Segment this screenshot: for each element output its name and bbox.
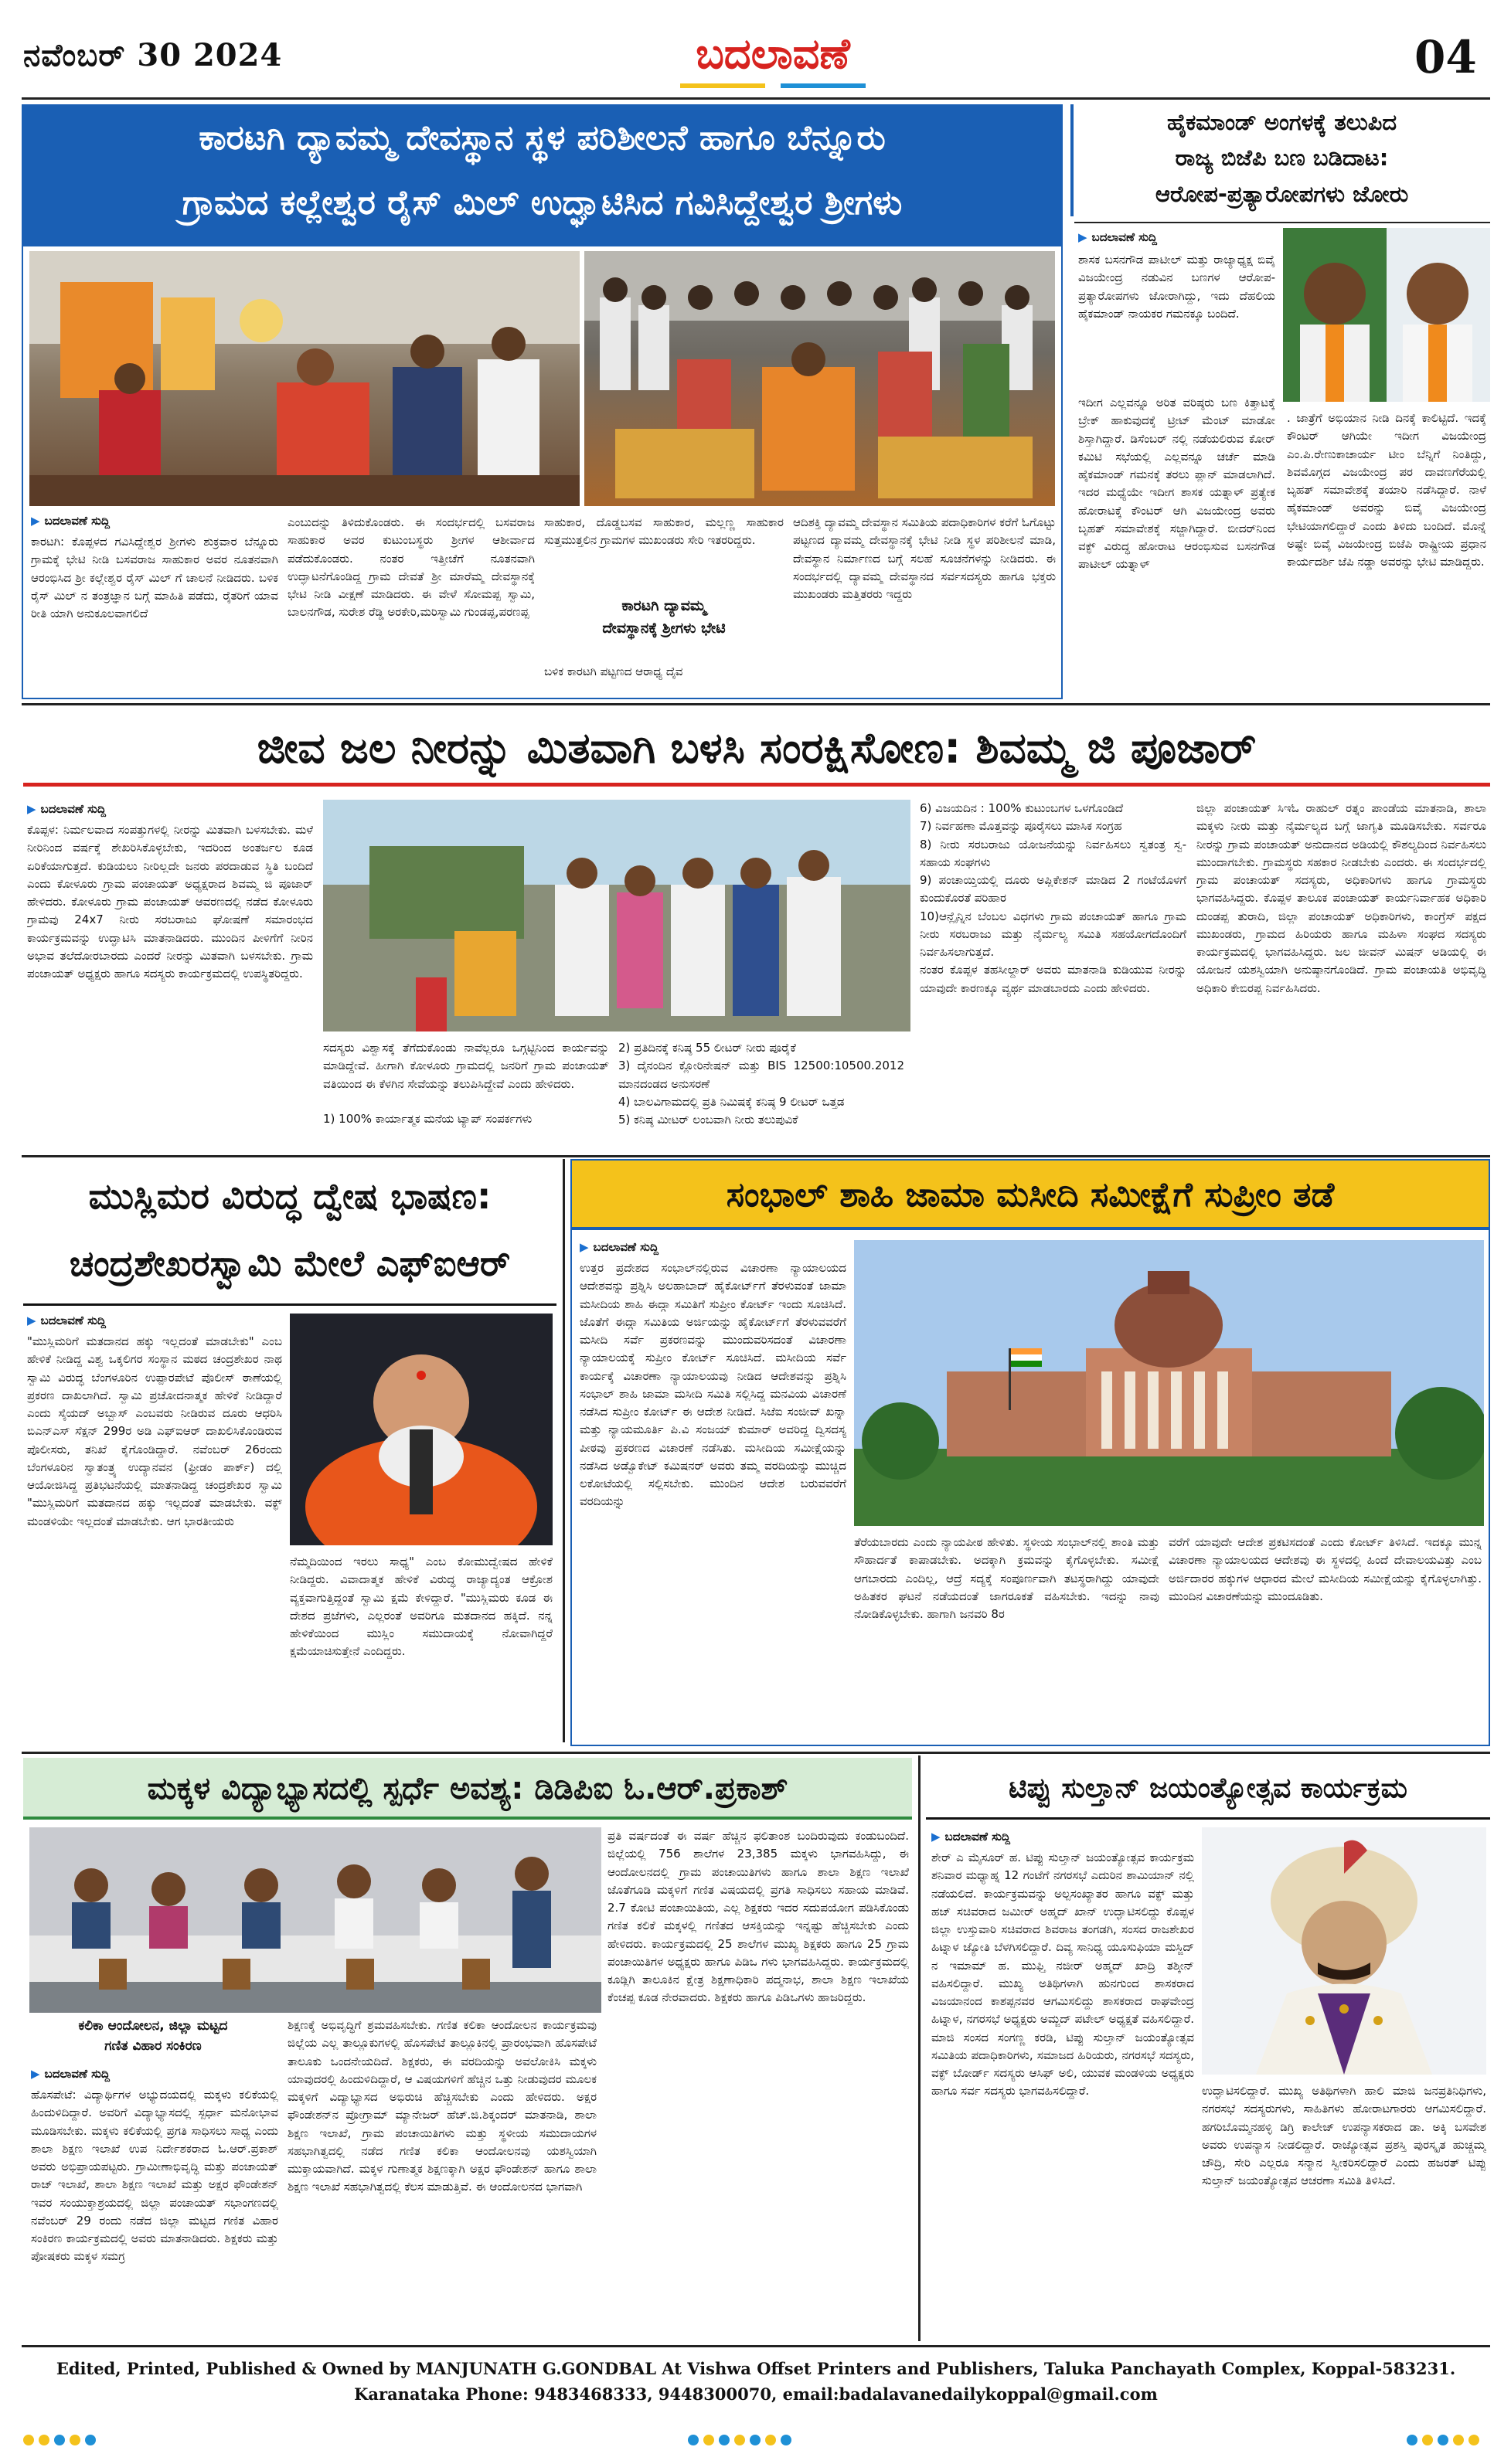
top-story-subhead-line2: ದೇವಸ್ಥಾನಕ್ಕೆ ಶ್ರೀಗಳು ಭೇಟಿ <box>602 619 726 637</box>
hate-story-headline-line2: ಚಂದ್ರಶೇಖರಸ್ವಾಮಿ ಮೇಲೆ ಎಫ್‌ಐಆರ್ <box>69 1242 511 1285</box>
photo-chandrashekhar-swamy-art <box>290 1314 553 1545</box>
top-story-headline-line1: ಕಾರಟಗಿ ದ್ಯಾವಮ್ಮ ದೇವಸ್ಥಾನ ಸ್ಥಳ ಪರಿಶೀಲನೆ ಹಾಗೂ ಬೆನ್ನೂರು <box>199 118 886 158</box>
water-list-item: 8) ನೀರು ಸರಬರಾಜು ಯೋಜನೆಯನ್ನು ನಿರ್ವಹಿಸಲು ಸ್ವತಂತ್ರ ಸ್ವ-ಸಹಾಯ ಸಂಘಗಳು <box>920 837 1186 869</box>
ddpi-story-col1: ಹೊಸಪೇಟೆ: ವಿದ್ಯಾರ್ಥಿಗಳ ಅಭ್ಯುದಯದಲ್ಲಿ ಮಕ್ಕಳು ಕಲಿಕೆಯಲ್ಲಿ ಹಿಂದುಳಿದಿದ್ದಾರೆ. ಅವರಿಗೆ ವಿದ್ಯಾಭ್ಯಾಸದಲ್ಲಿ ಸ್ಪರ್ಧಾ ಮನೋಭಾವ ಮೂಡಿಸಬೇಕು. ಮಕ್ಕಳು ಕಲಿಕೆಯಲ್ಲಿ ಪ್ರಗತಿ ಸಾಧಿಸಲು ಸಾಧ್ಯ ಎಂದು ಶಾಲಾ ಶಿಕ್ಷಣ ಇಲಾಖೆ ಉಪ ನಿರ್ದೇಶಕರಾದ ಓ.ಆರ್.ಪ್ರಕಾಶ್ ಅವರು ಅಭಿಪ್ರಾಯಪಟ್ಟರು. ಗ್ರಾಮೀಣಾಭಿವೃದ್ಧಿ ಮತ್ತು ಪಂಚಾಯತ್ ರಾಜ್ ಇಲಾಖೆ, ಶಾಲಾ ಶಿಕ್ಷಣ ಇಲಾಖೆ ಮತ್ತು ಅಕ್ಷರ ಫೌಂಡೇಶನ್ ಇವರ ಸಂಯುಕ್ತಾಶ್ರಯದಲ್ಲಿ ಜಿಲ್ಲಾ ಪಂಚಾಯತ್ ಸಭಾಂಗಣದಲ್ಲಿ ನವೆಂಬರ್ 29 ರಂದು ನಡೆದ ಜಿಲ್ಲಾ ಮಟ್ಟದ ಗಣಿತ ವಿಹಾರ ಸಂಕಿರಣ ಕಾರ್ಯಕ್ರಮದಲ್ಲಿ ಅವರು ಮಾತನಾಡಿದರು. ಶಿಕ್ಷಕರು ಮತ್ತು ಪೋಷಕರು ಮಕ್ಕಳ ಸಮಗ್ರ <box>31 2088 278 2264</box>
masthead-rule-right <box>781 83 866 88</box>
footer-imprint-line1: Edited, Printed, Published & Owned by MANJUNATH G.GONDBAL At Vishwa Offset Printers and Publishers, Taluka Panchayath Complex, Koppal-583231. <box>56 2359 1456 2378</box>
ddpi-caption-line2: ಗಣಿತ ವಿಹಾರ ಸಂಕಿರಣ <box>104 2037 202 2054</box>
side-story-col1-top: ಶಾಸಕ ಬಸನಗೌಡ ಪಾಟೀಲ್ ಮತ್ತು ರಾಜ್ಯಾಧ್ಯಕ್ಷ ಬಿವೈ ವಿಜಯೇಂದ್ರ ನಡುವಿನ ಬಣಗಳ ಆರೋಪ-ಪ್ರತ್ಯಾರೋಪಗಳು ಜೋರಾಗಿದ್ದು, ಇದು ದೆಹಲಿಯ ಹೈಕಮಾಂಡ್ ನಾಯಕರ ಗಮನಕ್ಕೂ ಬಂದಿದೆ. <box>1078 253 1275 321</box>
water-story-list-b <box>618 1039 904 1147</box>
byline-text: ಬದಲಾವಣೆ ಸುದ್ದಿ <box>944 1830 1010 1844</box>
photo-supreme-court <box>854 1240 1484 1526</box>
water-story-list-a <box>323 1110 609 1145</box>
top-story-col2: ಎಂಬುದನ್ನು ತಿಳಿದುಕೊಂಡರು. ಈ ಸಂದರ್ಭದಲ್ಲಿ ಬಸವರಾಜ ಸಾಹುಕಾರ ಅವರ ಕುಟುಂಬಸ್ಥರು ಶ್ರೀಗಳ ಆಶೀರ್ವಾದ ಪಡೆದುಕೊಂಡರು. ನಂತರ ಇತ್ತೀಚೆಗೆ ನೂತನವಾಗಿ ಉದ್ಘಾಟನೆಗೊಂಡಿದ್ದ ಗ್ರಾಮ ದೇವತೆ ಶ್ರೀ ಮಾರೆಮ್ಮ ದೇವಸ್ಥಾನಕ್ಕೆ ಭೇಟಿ ನೀಡಿ ವೀಕ್ಷಣೆ ಮಾಡಿದರು. ಈ ವೇಳೆ ಸೋಮಪ್ಪ ಸ್ವಾಮಿ, ಬಾಲನಗೌಡ, ಸುರೇಶ ರೆಡ್ಡಿ ಅರಕೇರಿ,ಮರಿಸ್ವಾಮಿ ಗುಂಡಪ್ಪ,ಪರಣಪ್ಪ <box>288 515 535 620</box>
water-list-item: 1) 100% ಕಾರ್ಯಾತ್ಮಕ ಮನೆಯ ಟ್ಯಾಪ್ ಸಂಪರ್ಕಗಳು <box>323 1112 533 1126</box>
ddpi-caption-line1: ಕಲಿಕಾ ಆಂದೋಲನ, ಜಿಲ್ಲಾ ಮಟ್ಟದ <box>78 2018 228 2034</box>
ddpi-story-headline: ಮಕ್ಕಳ ವಿದ್ಯಾಭ್ಯಾಸದಲ್ಲಿ ಸ್ಪರ್ಧೆ ಅವಶ್ಯ: ಡಿಡಿಪಿಐ ಓ.ಆರ್.ಪ್ರಕಾಶ್ <box>23 1758 912 1820</box>
photo-math-seminar-art <box>29 1827 601 2013</box>
side-story-headline <box>1070 104 1490 216</box>
sambhal-story-headline: ಸಂಭಾಲ್ ಶಾಹಿ ಜಾಮಾ ಮಸೀದಿ ಸಮೀಕ್ಷೆಗೆ ಸುಪ್ರೀಂ ತಡೆ <box>572 1161 1489 1230</box>
footer-dots-left <box>23 2434 100 2449</box>
issue-date: ನವೆಂಬರ್ 30 2024 <box>23 37 283 73</box>
photo-bjp-leaders <box>1283 228 1490 402</box>
water-list-item: 5) ಕನಿಷ್ಠ ಮೀಟರ್ ಲಂಬವಾಗಿ ನೀರು ತಲುಪುವಿಕೆ <box>618 1113 798 1127</box>
footer-imprint <box>22 2357 1490 2407</box>
footer-dots-center <box>688 2434 796 2449</box>
section-divider-3 <box>22 1752 1490 1754</box>
byline-bullet-icon: ▶ <box>27 1314 36 1327</box>
sambhal-story-col3: ವರೆಗೆ ಯಾವುದೇ ಆದೇಶ ಪ್ರಕಟಿಸದಂತೆ ಎಂದು ಕೋರ್ಟ್ ತಿಳಿಸಿದೆ. ಇದಕ್ಕೂ ಮುನ್ನ ವಿಚಾರಣಾ ನ್ಯಾಯಾಲಯದ ಆದೇಶವು ಈ ಸ್ಥಳದಲ್ಲಿ ಹಿಂದೆ ದೇವಾಲಯವಿತ್ತು ಎಂಬ ಅರ್ಜಿದಾರರ ಹಕ್ಕುಗಳ ಆಧಾರದ ಮೇಲೆ ಮಸೀದಿಯ ಸಮೀಕ್ಷೆಯನ್ನು ಕೈಗೊಳ್ಳಲಾಗಿತ್ತು. ಮುಂದಿನ ವಿಚಾರಣೆಯನ್ನು ಮುಂದೂಡಿತು. <box>1169 1535 1482 1603</box>
byline-bullet-icon: ▶ <box>31 2067 40 2081</box>
ddpi-story-col2: ಶಿಕ್ಷಣಕ್ಕೆ ಅಭಿವೃದ್ಧಿಗೆ ಶ್ರಮವಹಿಸಬೇಕು. ಗಣಿತ ಕಲಿಕಾ ಆಂದೋಲನ ಕಾರ್ಯಕ್ರಮವು ಜಿಲ್ಲೆಯ ಎಲ್ಲ ತಾಲ್ಲೂಕುಗಳಲ್ಲಿ ಹೊಸಪೇಟೆ ತಾಲ್ಲೂಕಿನಲ್ಲಿ ಪ್ರಾರಂಭವಾಗಿ ಹೊಸಪೇಟೆ ತಾಲೂಕು ಒಂದನೇಯದಿದೆ. ಶಿಕ್ಷಕರು, ಈ ವರದಿಯನ್ನು ಅವಲೋಕಿಸಿ ಮಕ್ಕಳು ಯಾವುದರಲ್ಲಿ ಹಿಂದುಳಿದಿದ್ದಾರೆ, ಆ ವಿಷಯಗಳಿಗೆ ಹೆಚ್ಚಿನ ಒತ್ತು ನೀಡುವುದರ ಮೂಲಕ ಮಕ್ಕಳಿಗೆ ವಿದ್ಯಾಭ್ಯಾಸದ ಅಭಿರುಚಿ ಹೆಚ್ಚಿಸಬೇಕು ಎಂದು ಹೇಳಿದರು. ಅಕ್ಷರ ಫೌಂಡೇಶನ್‌ನ ಪ್ರೋಗ್ರಾಮ್ ಮ್ಯಾನೇಜರ್ ಹೆಚ್.ಜಿ.ಶಿಕ್ಕಂದರ್ ಮಾತನಾಡಿ, ಶಾಲಾ ಶಿಕ್ಷಣ ಇಲಾಖೆ, ಗ್ರಾಮ ಪಂಚಾಯಿತಿಗಳು ಮತ್ತು ಸ್ಥಳೀಯ ಸಮುದಾಯಗಳ ಸಹಭಾಗಿತ್ವದಲ್ಲಿ ನಡೆದ ಗಣಿತ ಕಲಿಕಾ ಆಂದೋಲನವು ಯಶಸ್ವಿಯಾಗಿ ಮುಕ್ತಾಯವಾಗಿದೆ. ಮಕ್ಕಳ ಗುಣಾತ್ಮಕ ಶಿಕ್ಷಣಕ್ಕಾಗಿ ಅಕ್ಷರ ಫೌಂಡೇಶನ್ ಹಾಗೂ ಶಾಲಾ ಶಿಕ್ಷಣ ಇಲಾಖೆ ಸಹಭಾಗಿತ್ವದಲ್ಲಿ ಕೆಲಸ ಮಾಡುತ್ತಿವೆ. ಈ ಆಂದೋಲನದ ಭಾಗವಾಗಿ <box>288 2018 597 2194</box>
water-list-item: 2) ಪ್ರತಿದಿನಕ್ಕೆ ಕನಿಷ್ಠ 55 ಲೀಟರ್ ನೀರು ಪೂರೈಕೆ <box>618 1041 796 1055</box>
photo-water-inauguration <box>323 800 910 1031</box>
hate-story-headline <box>23 1163 556 1306</box>
side-story-rule <box>1074 222 1490 223</box>
water-story-col2: ಸದಸ್ಯರು ವಿಶ್ವಾಸಕ್ಕೆ ತೆಗೆದುಕೊಂಡು ನಾವೆಲ್ಲರೂ ಒಗ್ಗಟ್ಟಿನಿಂದ ಕಾರ್ಯವನ್ನು ಮಾಡಿದ್ದೇವೆ. ಹೀಗಾಗಿ ಕೋಳೂರು ಗ್ರಾಮದಲ್ಲಿ ಜನರಿಗೆ ಗ್ರಾಮ ಪಂಚಾಯತ್ ವತಿಯಿಂದ ಈ ಕೆಳಗಿನ ಸೇವೆಯನ್ನು ತಲುಪಿಸಿದ್ದೇವೆ ಎಂದು ಹೇಳಿದರು. <box>323 1041 609 1091</box>
water-list-item: 7) ನಿರ್ವಹಣಾ ಮೊತ್ತವನ್ನು ಪೂರೈಸಲು ಮಾಸಿಕ ಸಂಗ್ರಹ <box>920 819 1122 834</box>
top-story-col3-top: ಸಾಹುಕಾರ, ದೊಡ್ಡಬಸವ ಸಾಹುಕಾರ, ಮಲ್ಲಣ್ಣ ಸಾಹುಕಾರ ಸುತ್ತಮುತ್ತಲಿನ ಗ್ರಾಮಗಳ ಮುಖಂಡರು ಸೇರಿ ಇತರರಿದ್ದರು. <box>544 515 784 548</box>
masthead-divider <box>22 97 1490 100</box>
water-list-item: 6) ವಿಜಯದಿನ : 100% ಕುಟುಂಬಗಳ ಒಳಗೊಂಡಿದೆ <box>920 801 1124 815</box>
side-story-byline <box>1078 230 1157 244</box>
newspaper-title: ಬದಲಾವಣೆ <box>696 29 850 78</box>
sambhal-story-col1: ಉತ್ತರ ಪ್ರದೇಶದ ಸಂಭಾಲ್‌ನಲ್ಲಿರುವ ವಿಚಾರಣಾ ನ್ಯಾಯಾಲಯದ ಆದೇಶವನ್ನು ಪ್ರಶ್ನಿಸಿ ಅಲಹಾಬಾದ್ ಹೈಕೋರ್ಟ್‌ಗೆ ತೆರಳುವಂತೆ ಜಾಮಾ ಮಸೀದಿಯ ಶಾಹಿ ಈದ್ಗಾ ಸಮಿತಿಗೆ ಸುಪ್ರೀಂ ಕೋರ್ಟ್ ಇಂದು ಸೂಚಿಸಿದೆ. ಜೊತೆಗೆ ಈದ್ಗಾ ಸಮಿತಿಯ ಅರ್ಜಿಯನ್ನು ಹೈಕೋರ್ಟ್‌ಗೆ ತೆರಳುವವರೆಗೆ ಮಸೀದಿ ಸರ್ವೆ ಪ್ರಕರಣವನ್ನು ಮುಂದುವರಿಸದಂತೆ ವಿಚಾರಣಾ ನ್ಯಾಯಾಲಯಕ್ಕೆ ಸುಪ್ರೀಂ ಕೋರ್ಟ್ ಸೂಚಿಸಿದೆ. ಮಸೀದಿಯ ಸರ್ವೆ ಕಾರ್ಯಕ್ಕೆ ವಿಚಾರಣಾ ನ್ಯಾಯಾಲಯವು ನೀಡಿದ ಆದೇಶವನ್ನು ಪ್ರಶ್ನಿಸಿ ಸಂಭಾಲ್ ಶಾಹಿ ಜಾಮಾ ಮಸೀದಿ ಸಮಿತಿ ಸಲ್ಲಿಸಿದ್ದ ಮನವಿಯ ವಿಚಾರಣೆ ನಡೆಸಿದ ಸುಪ್ರೀಂ ಕೋರ್ಟ್ ಈ ಆದೇಶ ನೀಡಿದೆ. ಸಿಜೆಐ ಸಂಜೀವ್ ಖನ್ನಾ ಮತ್ತು ನ್ಯಾಯಮೂರ್ತಿ ಪಿ.ವಿ ಸಂಜಯ್ ಕುಮಾರ್ ಅವರಿದ್ದ ದ್ವಿಸದಸ್ಯ ಪೀಠವು ಪ್ರಕರಣದ ವಿಚಾರಣೆ ನಡೆಸಿತು. ಮಸೀದಿಯ ಸಮೀಕ್ಷೆಯನ್ನು ನಡೆಸಿದ ಅಡ್ವೊಕೇಟ್ ಕಮಿಷನರ್ ಅವರು ತಮ್ಮ ವರದಿಯನ್ನು ಮುಚ್ಚಿದ ಲಕೋಟೆಯಲ್ಲಿ ಸಲ್ಲಿಸಬೇಕು. ಮುಂದಿನ ಆದೇಶ ಬರುವವರೆಗೆ ವರದಿಯನ್ನು <box>580 1261 846 1509</box>
photo-group-with-swamiji <box>584 251 1055 506</box>
water-list-item: ನಂತರ ಕೊಪ್ಪಳ ತಹಸೀಲ್ದಾರ್ ಅವರು ಮಾತನಾಡಿ ಕುಡಿಯುವ ನೀರನ್ನು ಯಾವುದೇ ಕಾರಣಕ್ಕೂ ವ್ಯರ್ಥ ಮಾಡಬಾರದು ಎಂದು ಹೇಳಿದರು. <box>920 963 1186 995</box>
footer-dots-right <box>1407 2434 1484 2449</box>
sambhal-story-col2: ತೆರೆಯಬಾರದು ಎಂದು ನ್ಯಾಯಪೀಠ ಹೇಳಿತು. ಸ್ಥಳೀಯ ಸಂಭಾಲ್‌ನಲ್ಲಿ ಶಾಂತಿ ಮತ್ತು ಸೌಹಾರ್ದತೆ ಕಾಪಾಡಬೇಕು. ಅದಕ್ಕಾಗಿ ಕ್ರಮವನ್ನು ಕೈಗೊಳ್ಳಬೇಕು. ಸಮೀಕ್ಷೆ ಆಗಬಾರದು ಎಂದಿಲ್ಲ, ಆದ್ರೆ ಸದ್ಯಕ್ಕೆ ಸಂಪೂರ್ಣವಾಗಿ ತಟಸ್ಥರಾಗಿದ್ದು ಯಾವುದೇ ಅಹಿತಕರ ಘಟನೆ ನಡೆಯದಂತೆ ಜಾಗರೂಕತೆ ವಹಿಸಬೇಕು. ಇದನ್ನು ನಾವು ನೋಡಿಕೊಳ್ಳಬೇಕು. ಹಾಗಾಗಿ ಜನವರಿ 8ರ <box>854 1535 1159 1621</box>
photo-bjp-leaders-art <box>1283 228 1490 402</box>
top-story-col4: ಆದಿಶಕ್ತಿ ದ್ಯಾವಮ್ಮ ದೇವಸ್ಥಾನ ಸಮಿತಿಯ ಪದಾಧಿಕಾರಿಗಳ ಕರೆಗೆ ಓಗೊಟ್ಟು ಪಟ್ಟಣದ ದ್ಯಾವಮ್ಮ ದೇವಸ್ಥಾನಕ್ಕೆ ಭೇಟಿ ನೀಡಿ ಸ್ಥಳ ಪರಿಶೀಲನೆ ಮಾಡಿ, ದೇವಸ್ಥಾನ ನಿರ್ಮಾಣದ ಬಗ್ಗೆ ಸಲಹೆ ಸೂಚನೆಗಳನ್ನು ನೀಡಿದರು. ಈ ಸಂದರ್ಭದಲ್ಲಿ ದ್ಯಾವಮ್ಮ ದೇವಸ್ಥಾನದ ಸರ್ವಸದಸ್ಯರು ಹಾಗೂ ಭಕ್ತರು ಮುಖಂಡರು ಮತ್ತಿತರರು ಇದ್ದರು <box>793 515 1056 601</box>
side-story-headline-line3: ಆರೋಪ-ಪ್ರತ್ಯಾರೋಪಗಳು ಜೋರು <box>1155 180 1409 207</box>
photo-supreme-court-art <box>854 1240 1484 1526</box>
photo-tipu-sultan-portrait <box>1202 1827 1486 2075</box>
byline-bullet-icon: ▶ <box>1078 230 1087 244</box>
photo-rice-mill-pooja <box>29 251 580 506</box>
ddpi-story-col3: ಪ್ರತಿ ವರ್ಷದಂತೆ ಈ ವರ್ಷ ಹೆಚ್ಚಿನ ಫಲಿತಾಂಶ ಬಂದಿರುವುದು ಕಂಡುಬಂದಿದೆ. ಜಿಲ್ಲೆಯಲ್ಲಿ 756 ಶಾಲೆಗಳ 23,385 ಮಕ್ಕಳು ಭಾಗವಹಿಸಿದ್ದು, ಈ ಆಂದೋಲನದಲ್ಲಿ ಗ್ರಾಮ ಪಂಚಾಯಿತಿಗಳು ಹಾಗೂ ಶಾಲಾ ಶಿಕ್ಷಣ ಇಲಾಖೆ ಜೊತೆಗೂಡಿ ಮಕ್ಕಳಿಗೆ ಗಣಿತ ವಿಷಯದಲ್ಲಿ ಪ್ರಗತಿ ಸಾಧಿಸಲು ಸಹಾಯ ಮಾಡಿವೆ. 2.7 ಕೋಟಿ ಪಂಚಾಯಿತಿಯ, ಎಲ್ಲ ಶಿಕ್ಷಕರು ಇದರ ಸದುಪಯೋಗ ಪಡಿಸಿಕೊಂಡು ಗಣಿತ ಕಲಿಕೆ ಮಕ್ಕಳಲ್ಲಿ ಗಣಿತದ ಆಸಕ್ತಿಯನ್ನು ಇನ್ನಷ್ಟು ಹೆಚ್ಚಿಸಬೇಕು ಎಂದು ಹೇಳಿದರು. ಕಾರ್ಯಕ್ರಮದಲ್ಲಿ 25 ಶಾಲೆಗಳ ಮುಖ್ಯ ಶಿಕ್ಷಕರು ಹಾಗೂ 25 ಗ್ರಾಮ ಪಂಚಾಯಿತಿಗಳ ಅಧ್ಯಕ್ಷರು ಹಾಗೂ ಪಿಡಿಒ ಗಳು ಭಾಗವಹಿಸಿದ್ದರು. ಕಾರ್ಯಕ್ರಮದಲ್ಲಿ ಕೂಡ್ಲಿಗಿ ತಾಲೂಕಿನ ಕ್ಷೇತ್ರ ಶಿಕ್ಷಣಾಧಿಕಾರಿ ಪದ್ಮನಾಭ, ಶಾಲಾ ಶಿಕ್ಷಣ ಇಲಾಖೆಯ ಕೆಂಚಪ್ಪ ಕೂಡ ನೇರವಾದರು. ಶಿಕ್ಷಕರು ಹಾಗೂ ಪಿಡಿಒಗಳು ಹಾಜರಿದ್ದರು. <box>607 1829 909 2005</box>
top-story-subhead <box>544 595 784 639</box>
tipu-story-col2: ಉದ್ಘಾಟಿಸಲಿದ್ದಾರೆ. ಮುಖ್ಯ ಅತಿಥಿಗಳಾಗಿ ಹಾಲಿ ಮಾಜಿ ಜನಪ್ರತಿನಿಧಿಗಳು, ನಗರಸಭೆ ಸದಸ್ಯರುಗಳು, ಸಾಹಿತಿಗಳು ಹೋರಾಟಗಾರರು ಆಗಮಿಸಲಿದ್ದಾರೆ. ಹಗರಿಬೊಮ್ಮನಹಳ್ಳಿ ಡಿಗ್ರಿ ಕಾಲೇಜ್ ಉಪನ್ಯಾಸಕರಾದ ಡಾ. ಅಕ್ಕಿ ಬಸವೇಶ ಅವರು ಉಪನ್ಯಾಸ ನೀಡಲಿದ್ದಾರೆ. ರಾಜ್ಯೋತ್ಸವ ಪ್ರಶಸ್ತಿ ಪುರಸ್ಕೃತ ಹುಚ್ಚಮ್ಮ ಚೌದ್ರಿ, ಸೇರಿ ಎಲ್ಲರೂ ಸನ್ಮಾನ ಸ್ವೀಕರಿಸಲಿದ್ದಾರೆ ಎಂದು ಹಜರತ್ ಟಿಪ್ಪು ಸುಲ್ತಾನ್ ಜಯಂತ್ಯೋತ್ಸವ ಆಚರಣಾ ಸಮಿತಿ ತಿಳಿಸಿದೆ. <box>1202 2084 1486 2188</box>
byline-bullet-icon: ▶ <box>31 514 40 528</box>
byline-bullet-icon: ▶ <box>931 1830 941 1844</box>
byline-text: ಬದಲಾವಣೆ ಸುದ್ದಿ <box>40 802 106 816</box>
water-list-item: 3) ದೈನಂದಿನ ಕ್ಲೋರಿನೇಷನ್ ಮತ್ತು BIS 12500:10500.2012 ಮಾನದಂಡದ ಅನುಸರಣೆ <box>618 1059 904 1091</box>
top-story-byline <box>31 514 110 528</box>
vertical-divider <box>563 1159 565 1742</box>
top-story-col3-bottom: ಬಳಿಕ ಕಾರಟಗಿ ಪಟ್ಟಣದ ಆರಾಧ್ಯ ದೈವ <box>544 664 683 678</box>
hate-story-col1: "ಮುಸ್ಲಿಮರಿಗೆ ಮತದಾನದ ಹಕ್ಕು ಇಲ್ಲದಂತೆ ಮಾಡಬೇಕು" ಎಂಬ ಹೇಳಿಕೆ ನೀಡಿದ್ದ ವಿಶ್ವ ಒಕ್ಕಲಿಗರ ಸಂಸ್ಥಾನ ಮಠದ ಚಂದ್ರಶೇಖರ ನಾಥ ಸ್ವಾಮಿ ವಿರುದ್ಧ ಬೆಂಗಳೂರಿನ ಉಪ್ಪಾರಪೇಟೆ ಪೊಲೀಸ್ ಠಾಣೆಯಲ್ಲಿ ಪ್ರಕರಣ ದಾಖಲಾಗಿದೆ. ಸ್ವಾಮಿ ಪ್ರಚೋದನಾತ್ಮಕ ಹೇಳಿಕೆ ನೀಡಿದ್ದಾರೆ ಎಂದು ಸೈಯದ್ ಅಬ್ಬಾಸ್ ಎಂಬವರು ನೀಡಿರುವ ದೂರು ಆಧರಿಸಿ ಬಿಎನ್ಎಸ್ ಸೆಕ್ಷನ್ 299ರ ಅಡಿ ಎಫ್ಐಆರ್ ದಾಖಲಿಸಿಕೊಂಡಿರುವ ಪೊಲೀಸರು, ತನಿಖೆ ಕೈಗೊಂಡಿದ್ದಾರೆ. ನವೆಂಬರ್ 26ರಂದು ಬೆಂಗಳೂರಿನ ಸ್ವಾತಂತ್ರ್ಯ ಉದ್ಯಾನವನ (ಫ್ರೀಡಂ ಪಾರ್ಕ್) ದಲ್ಲಿ ಆಯೋಜಿಸಿದ್ದ ಪ್ರತಿಭಟನೆಯಲ್ಲಿ ಮಾತನಾಡಿದ್ದ ಚಂದ್ರಶೇಖರ ಸ್ವಾಮಿ "ಮುಸ್ಲಿಮರಿಗೆ ಮತದಾನದ ಹಕ್ಕು ಇಲ್ಲದಂತೆ ಮಾಡಬೇಕು. ವಕ್ಫ್ ಮಂಡಳಿಯೇ ಇಲ್ಲದಂತೆ ಮಾಡಬೇಕು. ಆಗ ಭಾರತೀಯರು <box>27 1334 282 1528</box>
water-story-headline: ಜೀವ ಜಲ ನೀರನ್ನು ಮಿತವಾಗಿ ಬಳಸಿ ಸಂರಕ್ಷಿಸೋಣ: ಶಿವಮ್ಮ ಜಿ ಪೂಜಾರ್ <box>23 709 1490 787</box>
top-story-subhead-line1: ಕಾರಟಗಿ ದ್ಯಾವಮ್ಮ <box>621 597 706 614</box>
section-divider-2 <box>22 1155 1490 1157</box>
byline-text: ಬದಲಾವಣೆ ಸುದ್ದಿ <box>593 1240 659 1254</box>
masthead-rule-left <box>680 83 765 88</box>
side-story-headline-line2: ರಾಜ್ಯ ಬಿಜೆಪಿ ಬಣ ಬಡಿದಾಟ: <box>1175 144 1389 172</box>
photo-tipu-sultan-portrait-art <box>1202 1827 1486 2075</box>
ddpi-story-byline <box>31 2067 110 2081</box>
ddpi-photo-caption <box>29 2017 277 2056</box>
byline-bullet-icon: ▶ <box>580 1240 589 1254</box>
top-story-headline <box>23 106 1061 246</box>
page-number: 04 <box>1414 31 1477 83</box>
water-story-byline <box>27 802 106 816</box>
side-story-col1-bottom: ಇದೀಗ ಎಲ್ಲವನ್ನೂ ಅರಿತ ವರಿಷ್ಠರು ಬಣ ಕಿತ್ತಾಟಕ್ಕೆ ಬ್ರೇಕ್ ಹಾಕುವುದಕ್ಕೆ ಟ್ರೀಟ್ ಮೆಂಟ್ ಮಾಡೋ ಶಿಸ್ತಾಗಿದ್ದಾರೆ. ಡಿಸೆಂಬರ್ ನಲ್ಲಿ ನಡೆಯಲಿರುವ ಕೋರ್ ಕಮಿಟಿ ಸಭೆಯಲ್ಲಿ ಎಲ್ಲವನ್ನೂ ಚರ್ಚೆ ಮಾಡಿ ಹೈಕಮಾಂಡ್ ಗಮನಕ್ಕೆ ತರಲು ಪ್ಲಾನ್ ಮಾಡಲಾಗಿದೆ. ಇದರ ಮಧ್ಯೆಯೇ ಇದೀಗ ಶಾಸಕ ಯತ್ನಾಳ್ ಪ್ರತ್ಯೇಕ ಹೋರಾಟಕ್ಕೆ ಕೌಂಟರ್ ಆಗಿ ವಿಜಯೇಂದ್ರ ಅವರು ಬೃಹತ್ ಸಮಾವೇಶಕ್ಕೆ ಸಜ್ಜಾಗಿದ್ದಾರೆ. ಬೀದರ್‌ನಿಂದ ವಕ್ಫ್ ವಿರುದ್ಧ ಹೋರಾಟ ಆರಂಭಿಸುವ ಬಸನಗೌಡ ಪಾಟೀಲ್ ಯತ್ನಾಳ್ <box>1078 396 1275 572</box>
photo-water-inauguration-art <box>323 800 910 1031</box>
tipu-story-byline <box>931 1830 1010 1844</box>
water-story-col4: ಜಿಲ್ಲಾ ಪಂಚಾಯತ್ ಸಿಇಓ ರಾಹುಲ್ ರತ್ನಂ ಪಾಂಡೆಯ ಮಾತನಾಡಿ, ಶಾಲಾ ಮಕ್ಕಳು ನೀರು ಮತ್ತು ನೈರ್ಮಲ್ಯದ ಬಗ್ಗೆ ಜಾಗೃತಿ ಮೂಡಿಸಬೇಕು. ಸರ್ವರೂ ನೀರನ್ನು ಗ್ರಾಮ ಪಂಚಾಯತ್ ಅನುದಾನದ ಅಡಿಯಲ್ಲಿ ಕೌಶಲ್ಯದಿಂದ ನಿರ್ವಹಿಸಲು ಮುಂದಾಗಬೇಕು. ಗ್ರಾಮಸ್ಥರು ಸಹಕಾರ ನೀಡಬೇಕು ಎಂದರು. ಈ ಸಂದರ್ಭದಲ್ಲಿ ಗ್ರಾಮ ಪಂಚಾಯತ್ ಸದಸ್ಯರು, ಅಧಿಕಾರಿಗಳು ಹಾಗೂ ಗ್ರಾಮಸ್ಥರು ಭಾಗವಹಿಸಿದ್ದರು. ಕೊಪ್ಪಳ ತಾಲೂಕ ಪಂಚಾಯತ್ ಕಾರ್ಯನಿರ್ವಾಹಕ ಅಧಿಕಾರಿ ದುಂಡಪ್ಪ ತುರಾದಿ, ಜಿಲ್ಲಾ ಪಂಚಾಯತ್ ಅಧಿಕಾರಿಗಳು, ಕಾಂಗ್ರೆಸ್ ಪಕ್ಷದ ಮುಖಂಡರು, ಗ್ರಾಮದ ಹಿರಿಯರು ಹಾಗೂ ಮಹಿಳಾ ಸಂಘದ ಸದಸ್ಯರು ಕಾರ್ಯಕ್ರಮದಲ್ಲಿ ಭಾಗವಹಿಸಿದ್ದರು. ಜಲ ಜೀವನ್ ಮಿಷನ್ ಅಡಿಯಲ್ಲಿ ಈ ಯೋಜನೆ ಯಶಸ್ವಿಯಾಗಿ ಅನುಷ್ಠಾನಗೊಂಡಿದೆ. ಗ್ರಾಮ ಪಂಚಾಯತಿ ಅಭಿವೃದ್ಧಿ ಅಧಿಕಾರಿ ಕೇಬಿರಪ್ಪ ನಿರ್ವಹಿಸಿದರು. <box>1196 801 1486 995</box>
top-story-col1: ಕಾರಟಗಿ: ಕೊಪ್ಪಳದ ಗವಿಸಿದ್ದೇಶ್ವರ ಶ್ರೀಗಳು ಶುಕ್ರವಾರ ಬೆನ್ನೂರು ಗ್ರಾಮಕ್ಕೆ ಭೇಟಿ ನೀಡಿ ಬಸವರಾಜ ಸಾಹುಕಾರ ಅವರ ನೂತನವಾಗಿ ಆರಂಭಿಸಿದ ಶ್ರೀ ಕಲ್ಲೇಶ್ವರ ರೈಸ್ ಮಿಲ್ ಗೆ ಚಾಲನೆ ನೀಡಿದರು. ಬಳಿಕ ರೈಸ್ ಮಿಲ್ ನ ತಂತ್ರಜ್ಞಾನ ಬಗ್ಗೆ ಮಾಹಿತಿ ಪಡೆದು, ರೈತರಿಗೆ ಯಾವ ರೀತಿ ಯಾಗಿ ಅನುಕೂಲವಾಗಲಿದೆ <box>31 535 278 620</box>
water-list-item: 10)ಆನ್ಲೈನ್ನಿನ ಬೆಂಬಲ ವಿಧಗಳು ಗ್ರಾಮ ಪಂಚಾಯತ್ ಹಾಗೂ ಗ್ರಾಮ ನೀರು ಸರಬರಾಜು ಮತ್ತು ನೈರ್ಮಲ್ಯ ಸಮಿತಿ ಸಹಯೋಗದೊಂದಿಗೆ ನಿರ್ವಹಿಸಲಾಗುತ್ತದೆ. <box>920 909 1186 959</box>
footer-imprint-line2: Karanataka Phone: 9483468333, 9448300070, email:badalavanedailykoppal@gmail.com <box>354 2384 1158 2404</box>
water-story-col1: ಕೊಪ್ಪಳ: ನಿರ್ಮಲವಾದ ಸಂಪತ್ತುಗಳಲ್ಲಿ ನೀರನ್ನು ಮಿತವಾಗಿ ಬಳಸಬೇಕು. ಮಳೆ ನೀರಿನಿಂದ ವರ್ಷಕ್ಕೆ ಶೇಖರಿಸಿಕೊಳ್ಳಬೇಕು, ಇದರಿಂದ ಅಂತರ್ಜಲ ಕೂಡ ಏರಿಕೆಯಾಗುತ್ತದೆ. ಕುಡಿಯಲು ನೀರಿಲ್ಲದೇ ಜನರು ಪರದಾಡುವ ಸ್ಥಿತಿ ಬಂದಿದೆ ಎಂದು ಕೋಳೂರು ಗ್ರಾಮ ಪಂಚಾಯತ್ ಅಧ್ಯಕ್ಷರಾದ ಶಿವಮ್ಮ ಜಿ ಪೂಜಾರ್ ಹೇಳಿದರು. ಕೋಳೂರು ಗ್ರಾಮ ಪಂಚಾಯತ್ ಆವರಣದಲ್ಲಿ ನಡೆದ ಕೋಳೂರು ಗ್ರಾಮವು 24x7 ನೀರು ಸರಬರಾಜು ಘೋಷಣೆ ಸಮಾರಂಭದ ಕಾರ್ಯಕ್ರಮವನ್ನು ಉದ್ಘಾಟಿಸಿ ಮಾತನಾಡಿದರು. ಮುಂದಿನ ಪೀಳಿಗೆಗೆ ನೀರಿನ ಅಭಾವ ತಲೆದೋರಬಾರದು ಎಂದರೆ ನೀರನ್ನು ಮಿತವಾಗಿ ಬಳಸಬೇಕು. ಗ್ರಾಮ ಪಂಚಾಯತ್ ಅಧ್ಯಕ್ಷರು ಹಾಗೂ ಸದಸ್ಯರು ಕಾರ್ಯಕ್ರಮದಲ್ಲಿ ಉಪಸ್ಥಿತರಿದ್ದರು. <box>27 823 313 981</box>
water-list-item: 9) ಪಂಚಾಯ್ತಿಯಲ್ಲಿ ದೂರು ಅಪ್ಲಿಕೇಶನ್ ಮಾಡಿದ 2 ಗಂಟೆಯೊಳಗೆ ಕುಂದುಕೊರತೆ ಪರಿಹಾರ <box>920 873 1186 906</box>
byline-bullet-icon: ▶ <box>27 802 36 816</box>
side-story-headline-line1: ಹೈಕಮಾಂಡ್ ಅಂಗಳಕ್ಕೆ ತಲುಪಿದ <box>1166 109 1397 135</box>
photo-group-with-swamiji-art <box>584 251 1055 506</box>
photo-math-seminar <box>29 1827 601 2013</box>
byline-text: ಬದಲಾವಣೆ ಸುದ್ದಿ <box>40 1314 106 1327</box>
sambhal-story-byline <box>580 1240 659 1254</box>
top-story-headline-line2: ಗ್ರಾಮದ ಕಲ್ಲೇಶ್ವರ ರೈಸ್ ಮಿಲ್ ಉದ್ಘಾಟಿಸಿದ ಗವಿಸಿದ್ದೇಶ್ವರ ಶ್ರೀಗಳು <box>182 182 903 223</box>
tipu-story-headline: ಟಿಪ್ಪು ಸುಲ್ತಾನ್ ಜಯಂತ್ಯೋತ್ಸವ ಕಾರ್ಯಕ್ರಮ <box>926 1758 1490 1820</box>
byline-text: ಬದಲಾವಣೆ ಸುದ್ದಿ <box>44 514 110 528</box>
tipu-story-col1: ಶೇರ್ ಎ ಮೈಸೂರ್ ಹ. ಟಿಪ್ಪು ಸುಲ್ತಾನ್ ಜಯಂತ್ಯೋತ್ಸವ ಕಾರ್ಯಕ್ರಮ ಶನಿವಾರ ಮಧ್ಯಾಹ್ನ 12 ಗಂಟೆಗೆ ನಗರಸಭೆ ಎದುರಿನ ಶಾಮಿಯಾನ್ ನಲ್ಲಿ ನಡೆಯಲಿದೆ. ಕಾರ್ಯಕ್ರಮವನ್ನು ಅಲ್ಪಸಂಖ್ಯಾತರ ಹಾಗೂ ವಕ್ಫ್ ಮತ್ತು ಹಜ್ ಸಚಿವರಾದ ಜಮೀರ್ ಅಹ್ಮದ್ ಖಾನ್ ಉದ್ಘಾಟಿಸಲಿದ್ದು ಕೊಪ್ಪಳ ಜಿಲ್ಲಾ ಉಸ್ತುವಾರಿ ಸಚಿವರಾದ ಶಿವರಾಜ ತಂಗಡಗಿ, ಸಂಸದ ರಾಜಶೇಖರ ಹಿಟ್ನಾಳ ಜ್ಯೋತಿ ಬೆಳಗಿಸಲಿದ್ದಾರೆ. ದಿವ್ಯ ಸಾನಿಧ್ಯ ಯೂಸುಫಿಯಾ ಮಸ್ಜಿದ್ ನ ಇಮಾಮ್ ಹ. ಮುಫ್ತಿ ನಜೀರ್ ಅಹ್ಮದ್ ಖಾದ್ರಿ ತಶ್ಕೀನ್ ವಹಿಸಲಿದ್ದಾರೆ. ಮುಖ್ಯ ಅತಿಥಿಗಳಾಗಿ ಹುನಗುಂದ ಶಾಸಕರಾದ ವಿಜಯಾನಂದ ಕಾಶಪ್ಪನವರ ಆಗಮಿಸಲಿದ್ದು ಶಾಸಕರಾದ ರಾಘವೇಂದ್ರ ಹಿಟ್ನಾಳ, ನಗರಸಭೆ ಅಧ್ಯಕ್ಷರು ಅಮ್ಜದ್ ಪಟೇಲ್ ಅಧ್ಯಕ್ಷತೆ ವಹಿಸಲಿದ್ದಾರೆ. ಮಾಜಿ ಸಂಸದ ಸಂಗಣ್ಣ ಕರಡಿ, ಟಿಪ್ಪು ಸುಲ್ತಾನ್ ಜಯಂತ್ಯೋತ್ಸವ ಸಮಿತಿಯ ಪದಾಧಿಕಾರಿಗಳು, ಸಮಾಜದ ಹಿರಿಯರು, ನಗರಸಭೆ ಸದಸ್ಯರು, ವಕ್ಫ್ ಬೋರ್ಡ್ ಸದಸ್ಯರು ಆಸಿಫ್ ಅಲಿ, ಯುವಕ ಮಂಡಳಿಯ ಅಧ್ಯಕ್ಷರು ಹಾಗೂ ಸರ್ವ ಸದಸ್ಯರು ಭಾಗವಹಿಸಲಿದ್ದಾರೆ. <box>931 1851 1194 2099</box>
photo-chandrashekhar-swamy <box>290 1314 553 1545</box>
byline-text: ಬದಲಾವಣೆ ಸುದ್ದಿ <box>44 2067 110 2081</box>
hate-story-headline-line1: ಮುಸ್ಲಿಮರ ವಿರುದ್ಧ ದ್ವೇಷ ಭಾಷಣ: <box>88 1175 492 1217</box>
byline-text: ಬದಲಾವಣೆ ಸುದ್ದಿ <box>1091 230 1157 244</box>
hate-story-byline <box>27 1314 106 1327</box>
photo-rice-mill-pooja-art <box>29 251 580 506</box>
section-divider-1 <box>22 703 1490 705</box>
water-list-item: 4) ಬಾಲವಿಗಾಮದಲ್ಲಿ ಪ್ರತಿ ನಿಮಿಷಕ್ಕೆ ಕನಿಷ್ಠ 9 ಲೀಟರ್ ಒತ್ತಡ <box>618 1094 845 1109</box>
side-story-col2: . ಜಾತ್ರೆಗೆ ಅಭಿಯಾನ ನೀಡಿ ದಿನಕ್ಕೆ ಕಾಲಿಟ್ಟಿದೆ. ಇದಕ್ಕೆ ಕೌಂಟರ್ ಆಗಿಯೇ ಇದೀಗ ವಿಜಯೇಂದ್ರ ಎಂ.ಪಿ.ರೇಣುಕಾಚಾರ್ಯ ಟೀಂ ಬೆನ್ನಿಗೆ ನಿಂತಿದ್ದು, ಶಿವಮೊಗ್ಗದ ವಿಜಯೇಂದ್ರ ಪರ ದಾವಣಗೆರೆಯಲ್ಲಿ ಬೃಹತ್ ಸಮಾವೇಶಕ್ಕೆ ತಯಾರಿ ನಡೆಸಿದ್ದಾರೆ. ನಾಳೆ ಹೈಕಮಾಂಡ್ ಅವರನ್ನು ಬಿವೈ ವಿಜಯೇಂದ್ರ ಭೇಟಿಯಾಗಲಿದ್ದಾರೆ ಎಂದು ತಿಳಿದು ಬಂದಿದೆ. ಮೊನ್ನೆ ಅಷ್ಟೇ ಬಿವೈ ವಿಜಯೇಂದ್ರ ಬಿಜೆಪಿ ರಾಷ್ಟ್ರೀಯ ಪ್ರಧಾನ ಕಾರ್ಯದರ್ಶಿ ಜೆಪಿ ನಡ್ಡಾ ಅವರನ್ನು ಭೇಟಿ ಮಾಡಿದ್ದರು. <box>1287 411 1486 569</box>
footer-divider <box>22 2345 1490 2347</box>
water-story-list-c <box>920 800 1186 1147</box>
vertical-divider-2 <box>918 1755 921 2341</box>
hate-story-col2: ನೆಮ್ಮದಿಯಿಂದ ಇರಲು ಸಾಧ್ಯ" ಎಂಬ ಕೋಮುದ್ವೇಷದ ಹೇಳಿಕೆ ನೀಡಿದ್ದರು. ವಿವಾದಾತ್ಮಕ ಹೇಳಿಕೆ ವಿರುದ್ಧ ರಾಜ್ಯಾದ್ಯಂತ ಆಕ್ರೋಶ ವ್ಯಕ್ತವಾಗುತ್ತಿದ್ದಂತೆ ಸ್ವಾಮಿ ಕ್ಷಮೆ ಕೇಳಿದ್ದಾರೆ. "ಮುಸ್ಲಿಮರು ಕೂಡ ಈ ದೇಶದ ಪ್ರಜೆಗಳು, ಎಲ್ಲರಂತೆ ಅವರಿಗೂ ಮತದಾನದ ಹಕ್ಕಿದೆ. ನನ್ನ ಹೇಳಿಕೆಯಿಂದ ಮುಸ್ಲಿಂ ಸಮುದಾಯಕ್ಕೆ ನೋವಾಗಿದ್ದರೆ ಕ್ಷಮೆಯಾಚಿಸುತ್ತೇನೆ ಎಂದಿದ್ದರು. <box>290 1555 553 1659</box>
